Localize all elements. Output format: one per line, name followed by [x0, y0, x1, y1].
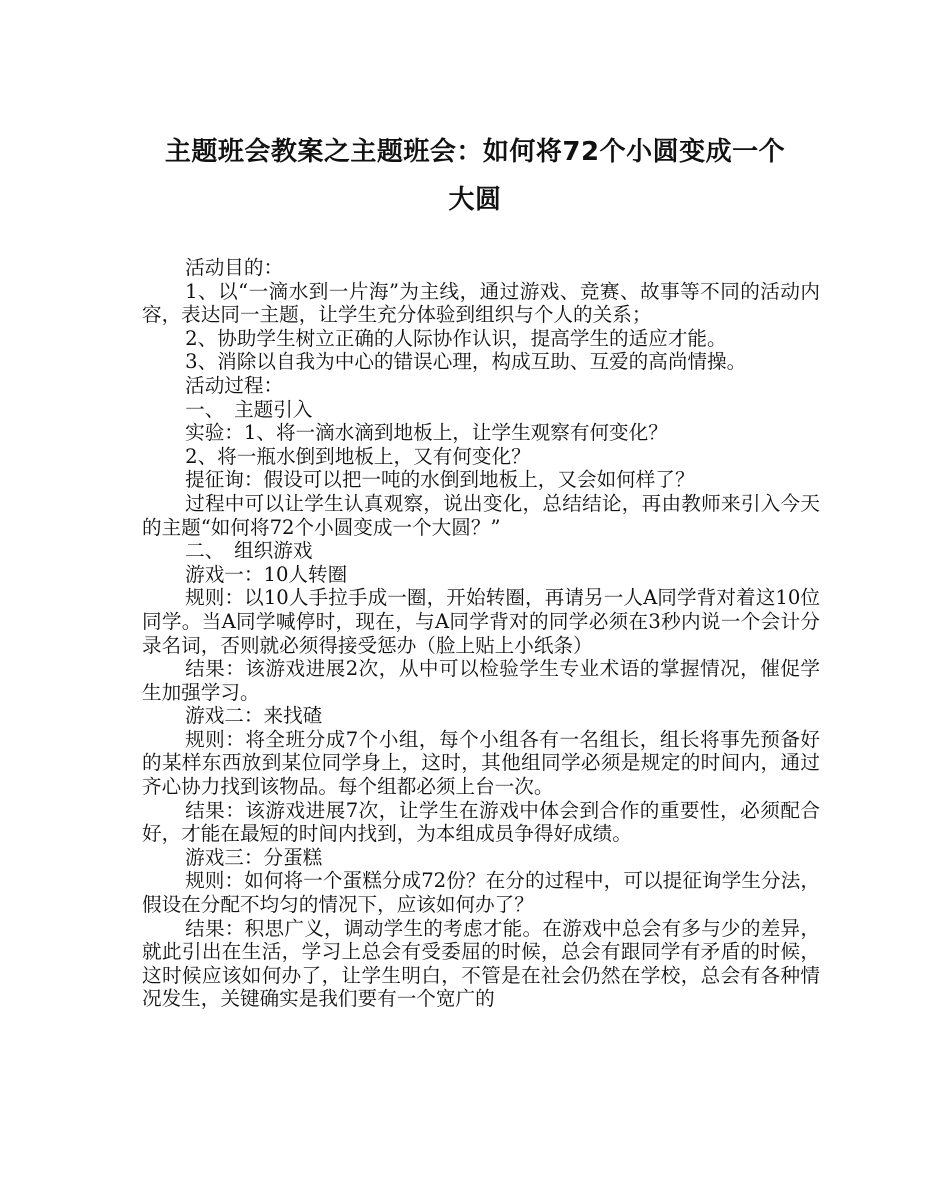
game-1-title: 游戏一：10人转圈 — [185, 562, 348, 586]
paragraph-purpose-3: 3、消除以自我为中心的错误心理，构成互助、互爱的高尚情操。 — [185, 350, 747, 374]
game-3-result: 结果：积思广义，调动学生的考虑才能。在游戏中总会有多与少的差异，就此引出在生活，学习上总会有受委屈的时候，总会有跟同学有矛盾的时候，这时候应该如何办了，让学生明白，不管是在社会仍然在学校，总会有各种情况发生，关键确实是我们要有一个宽广的 — [142, 916, 820, 1011]
paragraph-purpose-1: 1、以“一滴水到一片海”为主线，通过游戏、竞赛、故事等不同的活动内容，表达同一主题，让学生充分体验到组织与个人的关系； — [142, 279, 820, 327]
paragraph-experiment-2: 2、将一瓶水倒到地板上，又有何变化？ — [185, 444, 531, 468]
document-title — [130, 128, 820, 224]
game-1-rules: 规则：以10人手拉手成一圈，开始转圈，再请另一人A同学背对着这10位同学。当A同学喊停时，现在，与A同学背对的同学必须在3秒内说一个会计分录名词，否则就必须得接受惩办（脸上贴上小纸条） — [142, 586, 820, 657]
game-3-rules: 规则：如何将一个蛋糕分成72份？在分的过程中，可以提征询学生分法，假设在分配不均匀的情况下，应该如何办了？ — [142, 869, 820, 917]
paragraph-question: 提征询：假设可以把一吨的水倒到地板上，又会如何样了？ — [185, 468, 695, 492]
section-heading-games: 二、 组织游戏 — [185, 539, 313, 563]
paragraph-purpose-heading: 活动目的： — [185, 256, 284, 279]
paragraph-experiment-1: 实验：1、将一滴水滴到地板上，让学生观察有何变化？ — [185, 421, 668, 445]
game-1-result: 结果：该游戏进展2次，从中可以检验学生专业术语的掌握情况，催促学生加强学习。 — [142, 657, 820, 704]
game-2-rules: 规则：将全班分成7个小组，每个小组各有一名组长，组长将事先预备好的某样东西放到某位同学身上，这时，其他组同学必须是规定的时间内，通过齐心协力找到该物品。每个组都必须上台一次。 — [142, 727, 820, 799]
paragraph-process-heading: 活动过程： — [185, 373, 284, 397]
section-heading-introduction: 一、 主题引入 — [185, 397, 313, 421]
paragraph-purpose-2: 2、协助学生树立正确的人际协作认识，提高学生的适应才能。 — [185, 326, 727, 350]
document-body — [142, 256, 820, 1011]
title-line-2: 大圆 — [448, 185, 502, 215]
game-2-result: 结果：该游戏进展7次，让学生在游戏中体会到合作的重要性，必须配合好，才能在最短的时间内找到，为本组成员争得好成绩。 — [142, 798, 820, 846]
game-2-title: 游戏二：来找碴 — [185, 704, 323, 728]
title-line-1: 主题班会教案之主题班会：如何将72个小圆变成一个 — [164, 137, 786, 167]
paragraph-process-summary: 过程中可以让学生认真观察，说出变化，总结结论，再由教师来引入今天的主题“如何将72个小圆变成一个大圆？” — [142, 491, 820, 539]
game-3-title: 游戏三：分蛋糕 — [185, 845, 323, 869]
